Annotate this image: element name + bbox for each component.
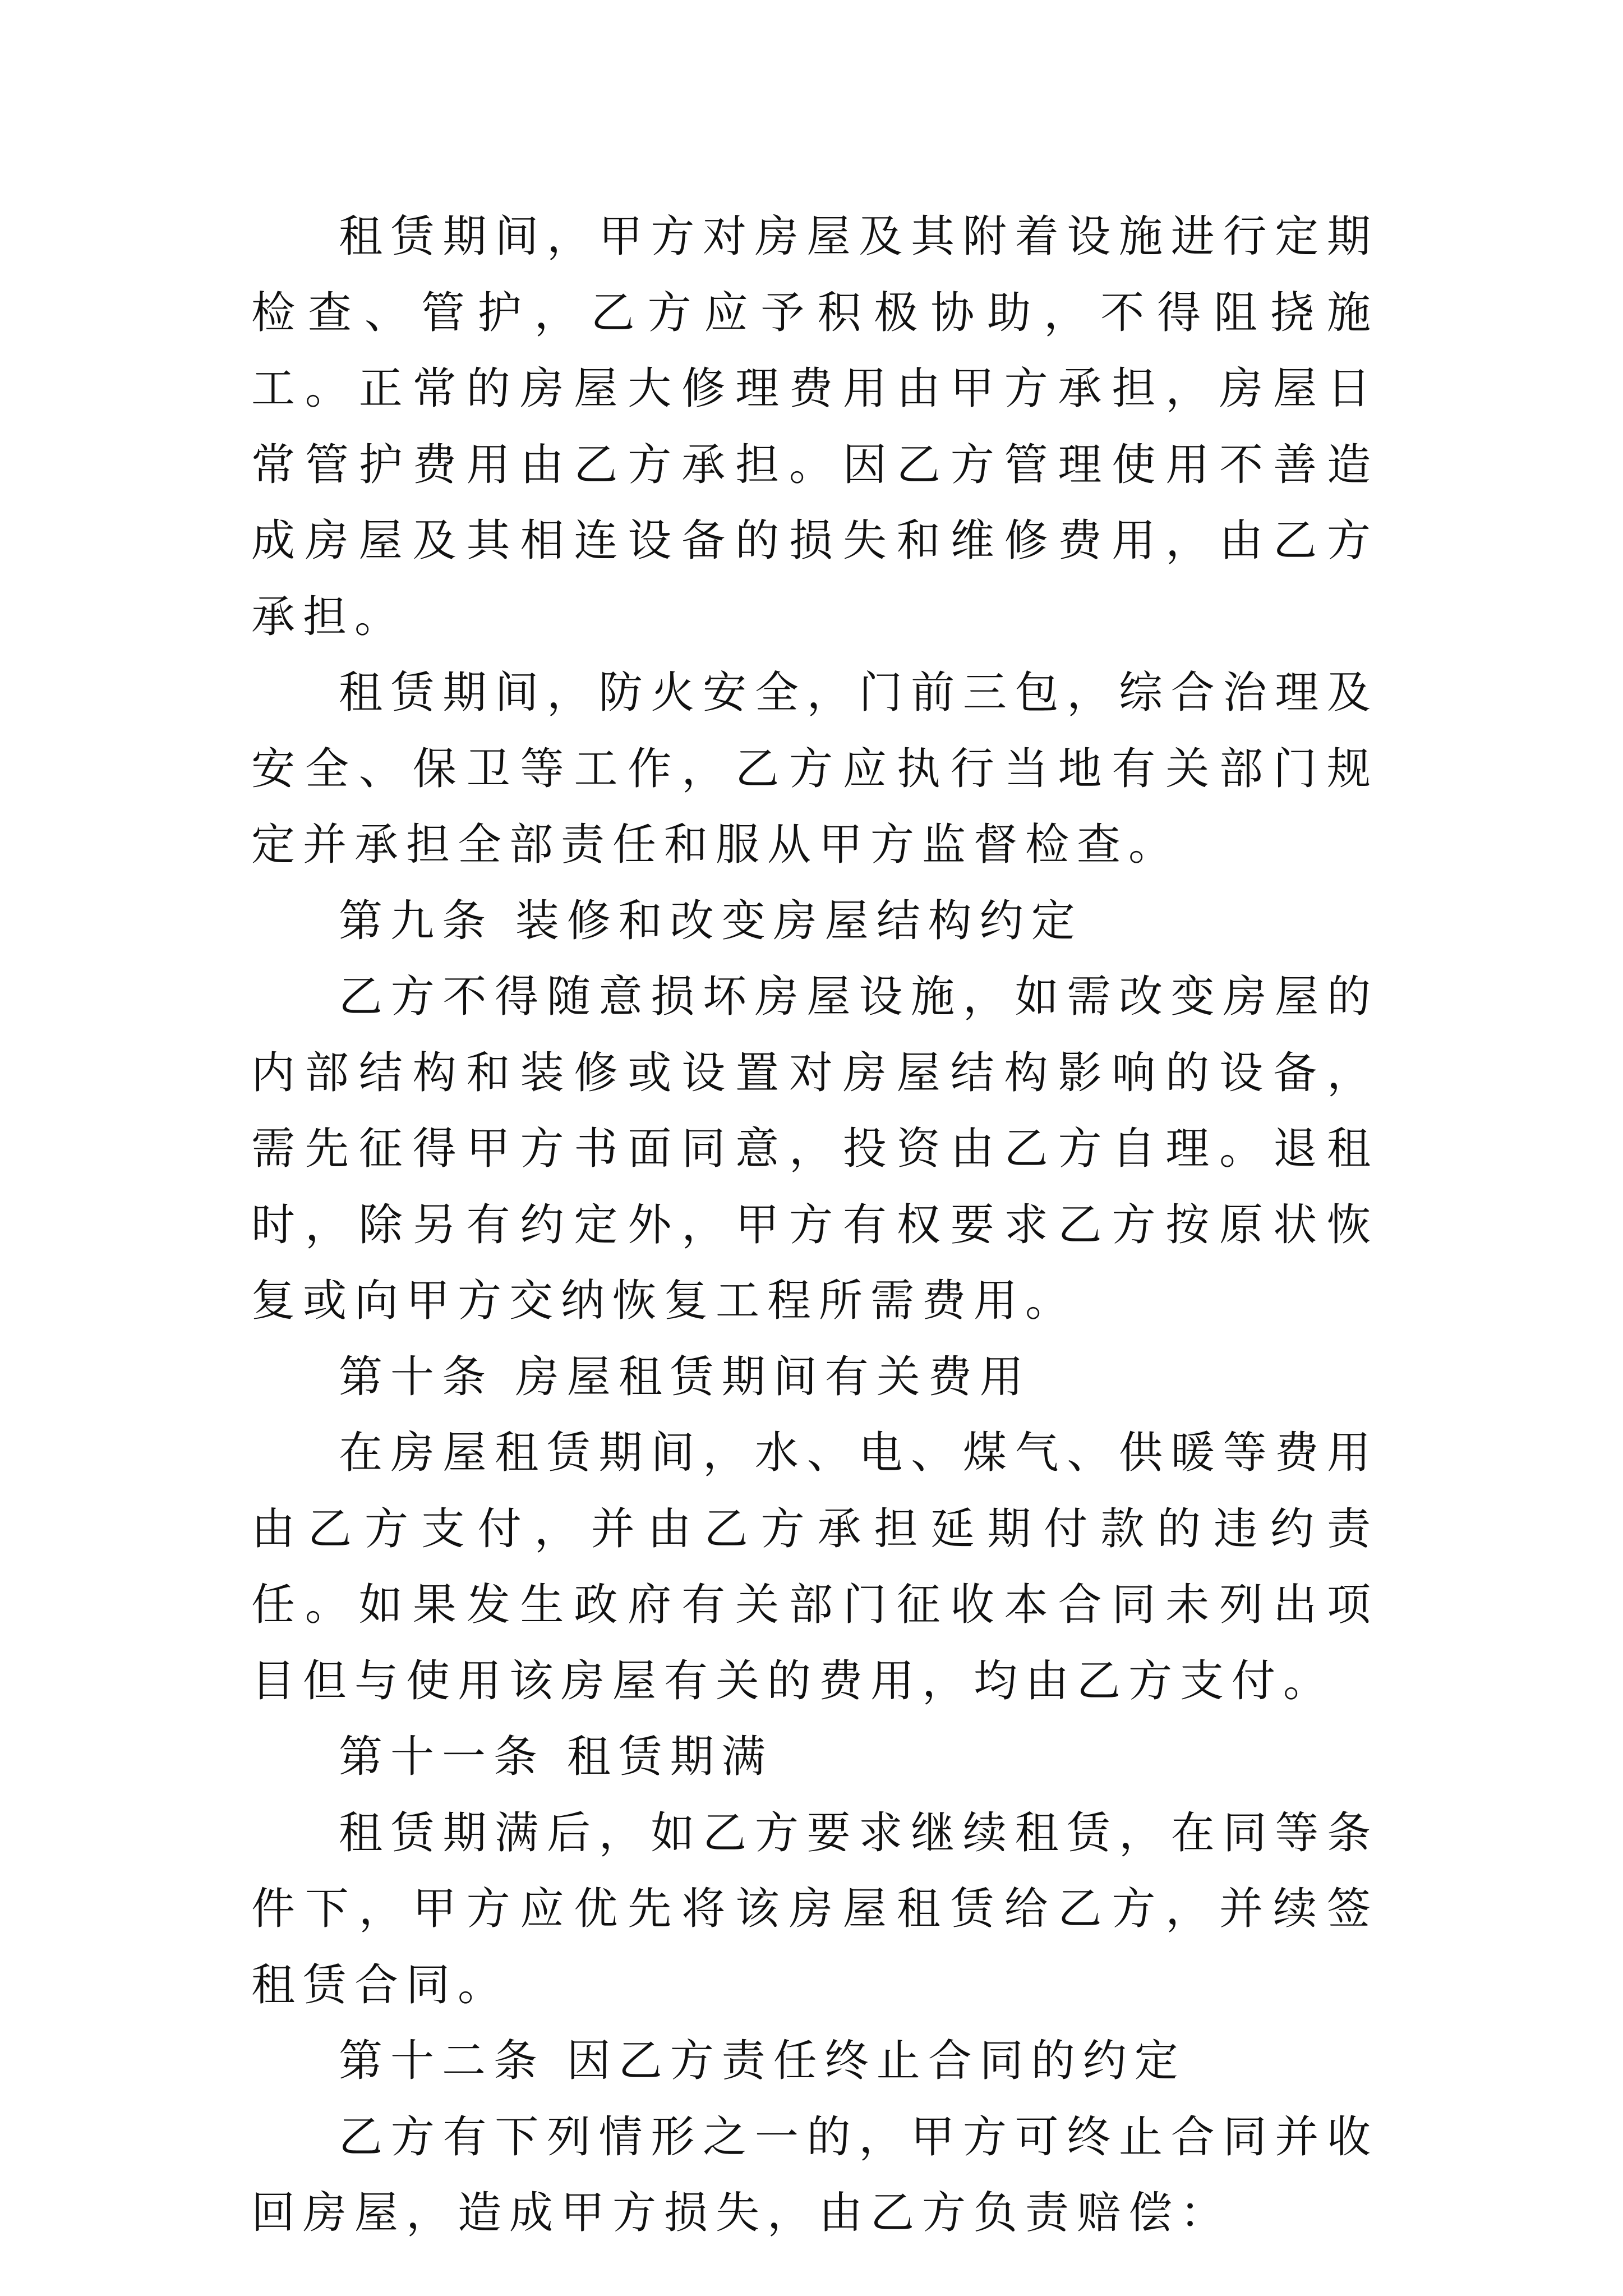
paragraph-fire-safety: 租赁期间，防火安全，门前三包，综合治理及安全、保卫等工作，乙方应执行当地有关部门规定并承担全部责任和服从甲方监督检查。 (251, 668, 1378, 870)
document-body (251, 199, 1378, 2252)
article-10-heading: 第十条 房屋租赁期间有关费用 (339, 1351, 1031, 1402)
paragraph-article-11: 租赁期满后，如乙方要求继续租赁，在同等条件下，甲方应优先将该房屋租赁给乙方，并续签租赁合同。 (251, 1807, 1378, 2010)
article-11-heading: 第十一条 租赁期满 (339, 1732, 773, 1782)
paragraph-maintenance: 租赁期间，甲方对房屋及其附着设施进行定期检查、管护，乙方应予积极协助，不得阻挠施工。正常的房屋大修理费用由甲方承担，房屋日常管护费用由乙方承担。因乙方管理使用不善造成房屋及其相连设备的损失和维修费用，由乙方承担。 (251, 211, 1378, 642)
paragraph-article-9: 乙方不得随意损坏房屋设施，如需改变房屋的内部结构和装修或设置对房屋结构影响的设备，需先征得甲方书面同意，投资由乙方自理。退租时，除另有约定外，甲方有权要求乙方按原状恢复或向甲方交纳恢复工程所需费用。 (251, 972, 1378, 1326)
article-9-heading: 第九条 装修和改变房屋结构约定 (339, 895, 1083, 946)
paragraph-article-12: 乙方有下列情形之一的，甲方可终止合同并收回房屋，造成甲方损失，由乙方负责赔偿： (251, 2111, 1378, 2238)
article-12-heading: 第十二条 因乙方责任终止合同的约定 (339, 2036, 1186, 2086)
paragraph-article-10: 在房屋租赁期间，水、电、煤气、供暖等费用由乙方支付，并由乙方承担延期付款的违约责任。如果发生政府有关部门征收本合同未列出项目但与使用该房屋有关的费用，均由乙方支付。 (251, 1428, 1378, 1706)
